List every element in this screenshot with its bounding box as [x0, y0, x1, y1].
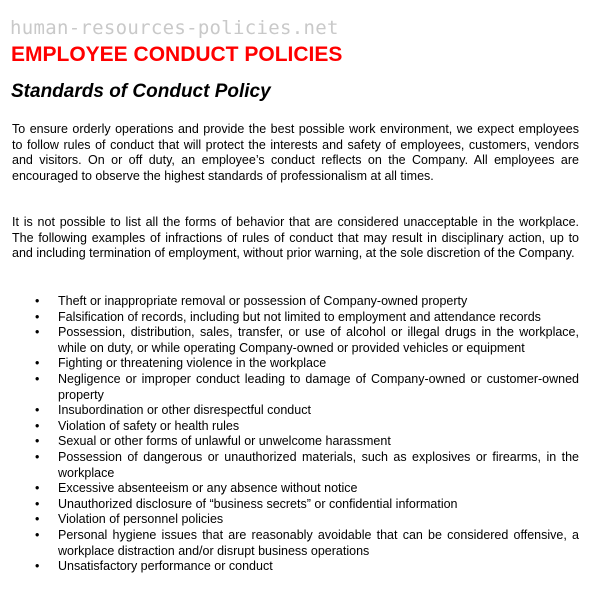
list-item-text: Excessive absenteeism or any absence without notice — [58, 481, 358, 496]
list-item — [0, 512, 579, 528]
list-item — [0, 559, 579, 575]
bullet-icon: • — [35, 449, 40, 464]
watermark: human-resources-policies.net — [10, 17, 339, 39]
list-item — [0, 294, 579, 310]
list-item-text: Unauthorized disclosure of “business secrets” or confidential information — [58, 496, 458, 511]
bullet-icon: • — [35, 325, 40, 340]
bullet-icon: • — [35, 559, 40, 574]
list-item-text: Possession, distribution, sales, transfer, or use of alcohol or illegal drugs in the workplace, while on duty, or while operating Company-owned or provided vehicles or equipment — [58, 325, 579, 355]
policy-title: Standards of Conduct Policy — [11, 81, 271, 102]
list-item-text: Personal hygiene issues that are reasonably avoidable that can be considered offensive, a workplace distraction and/or disrupt business operations — [58, 527, 579, 558]
bullet-icon: • — [35, 403, 40, 418]
list-item — [0, 325, 579, 356]
list-item — [0, 481, 579, 497]
bullet-icon: • — [35, 496, 40, 511]
list-item — [0, 419, 579, 435]
list-item-text: Unsatisfactory performance or conduct — [58, 559, 273, 574]
list-item-text: Fighting or threatening violence in the workplace — [58, 356, 327, 371]
bullet-icon: • — [35, 481, 40, 496]
list-item — [0, 372, 579, 403]
infractions-intro-paragraph: It is not possible to list all the forms of behavior that are considered unacceptable in the workplace. The following examples of infractions of rules of conduct that may result in disciplinary action, up to and including termination of employment, without prior warning, at the sole discretion of the Company. — [12, 215, 579, 261]
list-item — [0, 310, 579, 326]
list-item — [0, 497, 579, 513]
bullet-icon: • — [35, 527, 40, 542]
bullet-icon: • — [35, 512, 40, 527]
list-item — [0, 434, 579, 450]
list-item-text: Possession of dangerous or unauthorized materials, such as explosives or firearms, in the workplace — [58, 449, 579, 480]
list-item-text: Falsification of records, including but not limited to employment and attendance records — [58, 309, 541, 324]
list-item-text: Negligence or improper conduct leading to damage of Company-owned or customer-owned property — [58, 371, 579, 402]
bullet-icon: • — [35, 309, 40, 324]
bullet-icon: • — [35, 434, 40, 449]
bullet-icon: • — [35, 294, 40, 308]
list-item — [0, 403, 579, 419]
bullet-icon: • — [35, 371, 40, 386]
bullet-icon: • — [35, 356, 40, 371]
infractions-list — [0, 294, 579, 575]
list-item — [0, 528, 579, 559]
list-item-text: Violation of safety or health rules — [58, 418, 240, 433]
intro-paragraph: To ensure orderly operations and provide the best possible work environment, we expect employees to follow rules of conduct that will protect the interests and safety of employees, customers, vendors and visitors. On or off duty, an employee’s conduct reflects on the Company. All employees are encouraged to observe the highest standards of professionalism at all times. — [12, 122, 579, 183]
list-item-text: Theft or inappropriate removal or possession of Company-owned property — [58, 294, 468, 308]
document-title: EMPLOYEE CONDUCT POLICIES — [11, 43, 343, 66]
list-item — [0, 450, 579, 481]
list-item-text: Sexual or other forms of unlawful or unwelcome harassment — [58, 434, 391, 449]
bullet-icon: • — [35, 418, 40, 433]
list-item — [0, 356, 579, 372]
list-item-text: Violation of personnel policies — [58, 512, 224, 527]
list-item-text: Insubordination or other disrespectful conduct — [58, 403, 311, 418]
